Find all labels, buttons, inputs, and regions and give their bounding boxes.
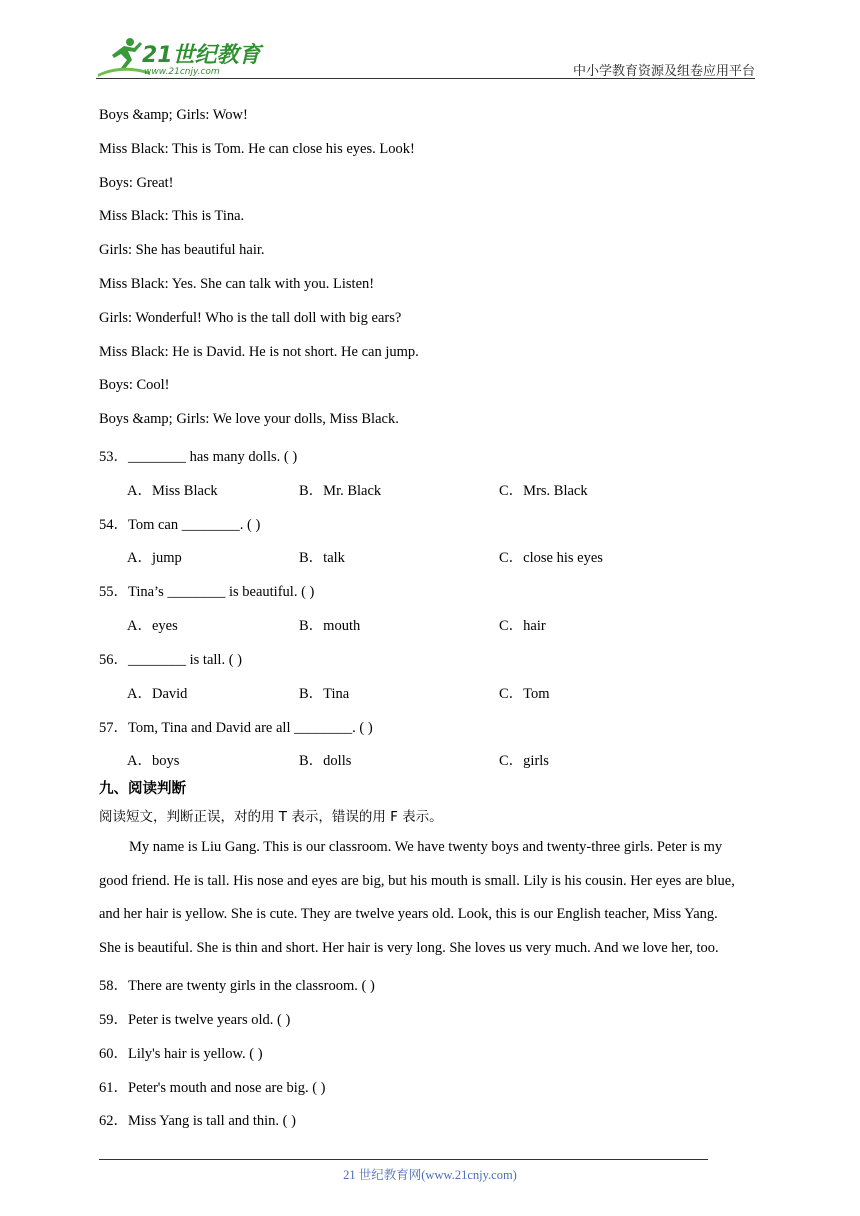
page-header <box>0 0 860 82</box>
svg-text:www.21cnjy.com: www.21cnjy.com <box>144 67 220 77</box>
dialogue-line: Boys &amp; Girls: Wow! <box>99 107 248 123</box>
passage-line: and her hair is yellow. She is cute. They are twelve years old. Look, this is our English teacher, Miss Yang. <box>99 906 718 922</box>
dialogue-line: Girls: She has beautiful hair. <box>99 242 265 258</box>
passage-line: My name is Liu Gang. This is our classroom. We have twenty boys and twenty-three girls. Peter is my <box>129 839 723 855</box>
question-stem: 53．________ has many dolls. ( ) <box>99 449 298 465</box>
dialogue-line: Miss Black: This is Tina. <box>99 208 245 224</box>
option-c: C．Mrs. Black <box>499 483 588 499</box>
option-a: A．boys <box>127 753 180 769</box>
judgement-item: 59．Peter is twelve years old. ( ) <box>99 1012 291 1028</box>
passage-line: good friend. He is tall. His nose and eyes are big, but his mouth is small. Lily is his cousin. Her eyes are blue, <box>99 873 735 889</box>
dialogue-line: Boys: Great! <box>99 175 174 191</box>
site-logo <box>94 36 264 80</box>
footer-divider <box>99 1159 708 1160</box>
passage-line: She is beautiful. She is thin and short. Her hair is very long. She loves us very much. And we love her, too. <box>99 940 719 956</box>
judgement-item: 58．There are twenty girls in the classroom. ( ) <box>99 978 375 994</box>
header-divider <box>96 78 755 79</box>
footer-text: 21 世纪教育网(www.21cnjy.com) <box>343 1168 517 1182</box>
svg-text:21世纪教育: 21世纪教育 <box>142 43 261 68</box>
option-b: B．dolls <box>299 753 352 769</box>
dialogue-line: Miss Black: He is David. He is not short. He can jump. <box>99 344 419 360</box>
judgement-item: 60．Lily's hair is yellow. ( ) <box>99 1046 263 1062</box>
dialogue-line: Miss Black: This is Tom. He can close his eyes. Look! <box>99 141 415 157</box>
option-c: C．hair <box>499 618 546 634</box>
option-b: B．talk <box>299 550 345 566</box>
option-a: A．jump <box>127 550 182 566</box>
question-stem: 55．Tina’s ________ is beautiful. ( ) <box>99 584 315 600</box>
judgement-item: 62．Miss Yang is tall and thin. ( ) <box>99 1113 296 1129</box>
dialogue-line: Miss Black: Yes. She can talk with you. Listen! <box>99 276 375 292</box>
option-b: B．mouth <box>299 618 361 634</box>
dialogue-line: Girls: Wonderful! Who is the tall doll with big ears? <box>99 310 402 326</box>
option-a: A．David <box>127 686 188 702</box>
option-a: A．Miss Black <box>127 483 218 499</box>
header-platform-text: 中小学教育资源及组卷应用平台 <box>572 63 755 78</box>
option-c: C．Tom <box>499 686 550 702</box>
question-stem: 57．Tom, Tina and David are all ________. ( ) <box>99 720 373 736</box>
dialogue-line: Boys &amp; Girls: We love your dolls, Miss Black. <box>99 411 399 427</box>
section-instruction: 阅读短文，判断正误，对的用 T 表示，错误的用 F 表示。 <box>99 809 443 825</box>
question-stem: 56．________ is tall. ( ) <box>99 652 242 668</box>
option-a: A．eyes <box>127 618 178 634</box>
section-title: 九、阅读判断 <box>99 781 186 797</box>
question-stem: 54．Tom can ________. ( ) <box>99 517 261 533</box>
option-b: B．Tina <box>299 686 350 702</box>
judgement-item: 61．Peter's mouth and nose are big. ( ) <box>99 1080 326 1096</box>
dialogue-line: Boys: Cool! <box>99 377 170 393</box>
option-b: B．Mr. Black <box>299 483 382 499</box>
option-c: C．close his eyes <box>499 550 603 566</box>
option-c: C．girls <box>499 753 549 769</box>
